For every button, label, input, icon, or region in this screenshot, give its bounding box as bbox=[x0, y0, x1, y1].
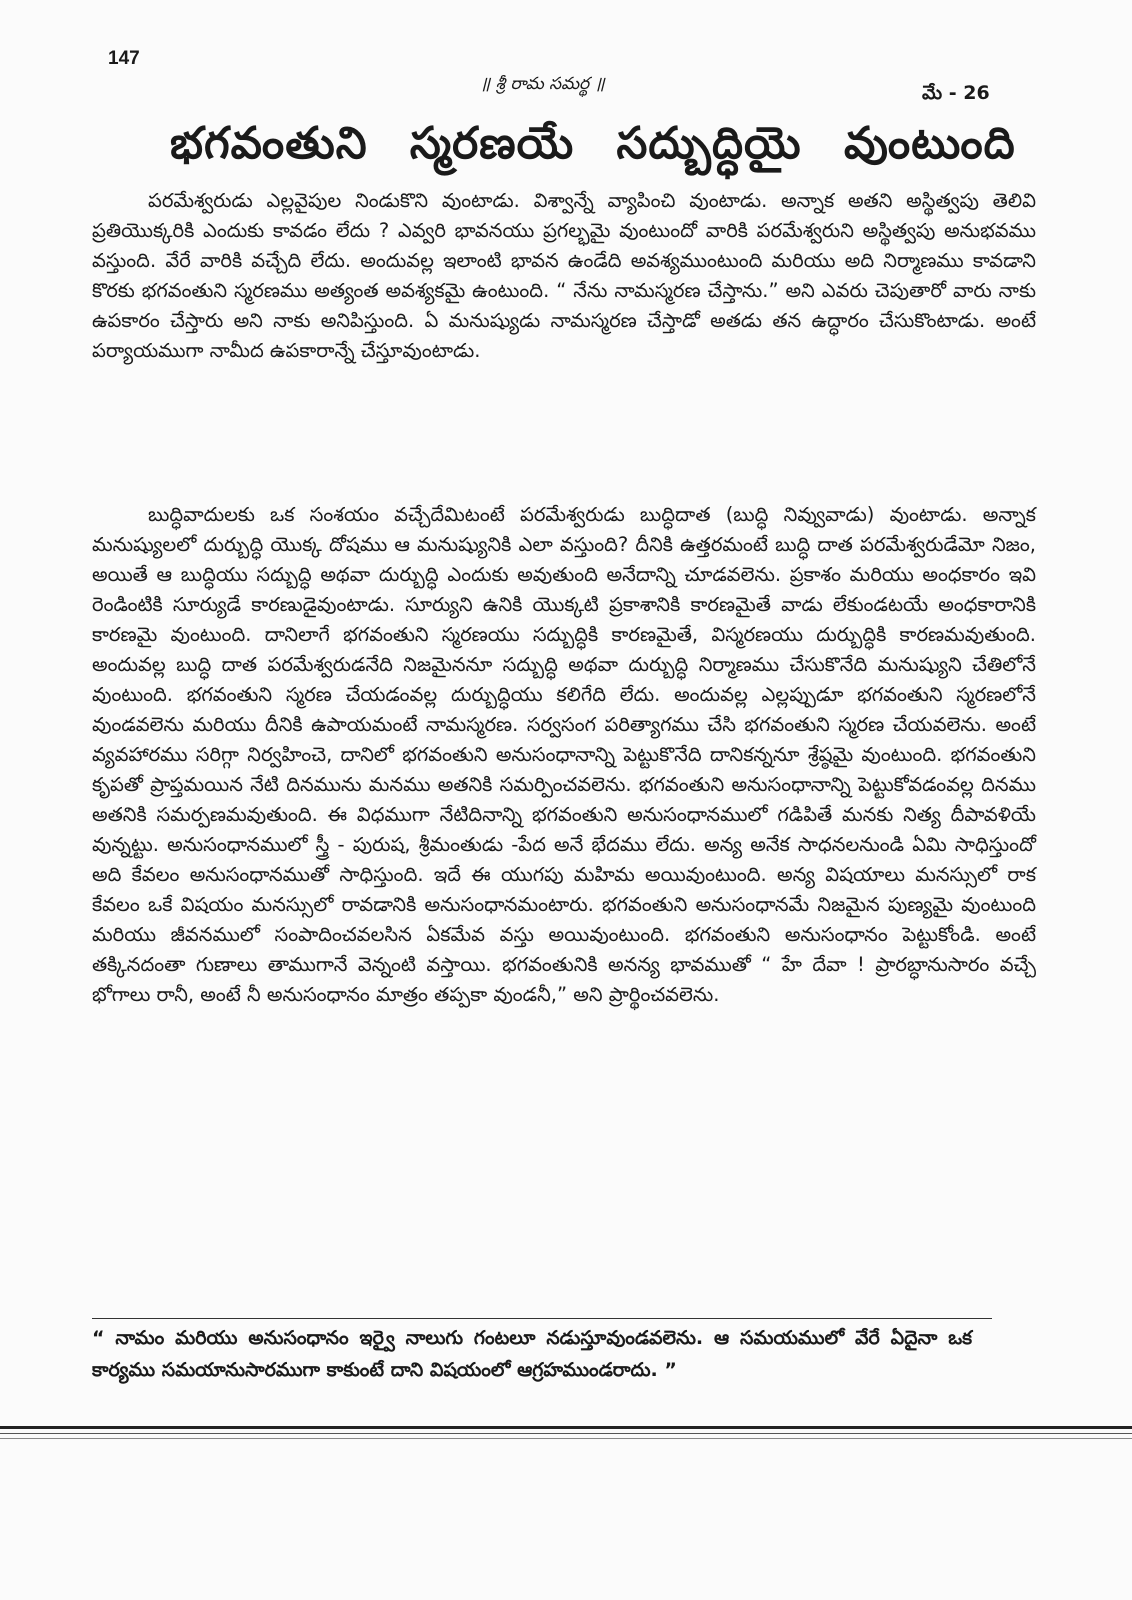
invocation-header: ॥ శ్రీ రామ సమర్థ ॥ bbox=[480, 74, 605, 94]
page-date: మే - 26 bbox=[922, 82, 990, 104]
paragraph-1 bbox=[92, 186, 1036, 366]
closing-quote: “ నామం మరియు అనుసంధానం ఇర్వై నాలుగు గంటలూ నడుస్తూవుండవలెను. ఆ సమయములో వేరే ఏదైనా ఒక కార్యము సమయానుసారముగా కాకుంటే దాని విషయంలో ఆగ్రహముండరాదు. ” bbox=[92, 1327, 972, 1381]
paragraph-2-text: బుద్ధివాదులకు ఒక సంశయం వచ్చేదేమిటంటే పరమేశ్వరుడు బుద్ధిదాత (బుద్ధి నివ్వువాడు) వుంటాడు. అన్నాక మనుష్యులలో దుర్బుద్ధి యొక్క దోషము ఆ మనుష్యునికి ఎలా వస్తుంది? దీనికి ఉత్తరమంటే బుద్ధి దాత పరమేశ్వరుడేమో నిజం, అయితే ఆ బుద్ధియు సద్బుద్ధి అథవా దుర్బుద్ధి ఎందుకు అవుతుంది అనేదాన్ని చూడవలెను. ప్రకాశం మరియు అంధకారం ఇవి రెండింటికి సూర్యుడే కారణుడైవుంటాడు. సూర్యుని ఉనికి యొక్కటి ప్రకాశానికి కారణమైతే వాడు లేకుండటయే అంధకారానికి కారణమై వుంటుంది. దానిలాగే భగవంతుని స్మరణయు సద్బుద్ధికి కారణమైతే, విస్మరణయు దుర్బుద్ధికి కారణమవుతుంది. అందువల్ల బుద్ధి దాత పరమేశ్వరుడనేది నిజమైననూ సద్బుద్ధి అథవా దుర్బుద్ధి నిర్మాణము చేసుకొనేది మనుష్యుని చేతిలోనే వుంటుంది. భగవంతుని స్మరణ చేయడంవల్ల దుర్బుద్ధియు కలిగేది లేదు. అందువల్ల ఎల్లప్పుడూ భగవంతుని స్మరణలోనే వుండవలెను మరియు దీనికి ఉపాయమంటే నామస్మరణ. సర్వసంగ పరిత్యాగము చేసి భగవంతుని స్మరణ చేయవలెను. అంటే వ్యవహారము సరిగ్గా నిర్వహించె, దానిలో భగవంతుని అనుసంధానాన్ని పెట్టుకొనేది దానికన్ననూ శ్రేష్ఠమై వుంటుంది. భగవంతుని కృపతో ప్రాప్తమయిన నేటి దినమును మనము అతనికి సమర్పించవలెను. భగవంతుని అనుసంధానాన్ని పెట్టుకోవడంవల్ల దినము అతనికి సమర్పణమవుతుంది. ఈ విధముగా నేటిదినాన్ని భగవంతుని అనుసంధానములో గడిపితే మనకు నిత్య దీపావళియే వున్నట్టు. అనుసంధానములో స్త్రీ - పురుష, శ్రీమంతుడు -పేద అనే భేదము లేదు. అన్య అనేక సాధనలనుండి ఏమి సాధిస్తుందో అది కేవలం అనుసంధానముతో సాధిస్తుంది. ఇదే ఈ యుగపు మహిమ అయివుంటుంది. అన్య విషయాలు మనస్సులో రాక కేవలం ఒకే విషయం మనస్సులో రావడానికి అనుసంధానమంటారు. భగవంతుని అనుసంధానమే నిజమైన పుణ్యమై వుంటుంది మరియు జీవనములో సంపాదించవలసిన ఏకమేవ వస్తు అయివుంటుంది. భగవంతుని అనుసంధానం పెట్టుకోండి. అంటే తక్కినదంతా గుణాలు తాముగానే వెన్నంటి వస్తాయి. భగవంతునికి అనన్య భావముతో “ హే దేవా ! ప్రారబ్ధానుసారం వచ్చే భోగాలు రానీ, అంటే నీ అనుసంధానం మాత్రం తప్పకా వుండనీ,” అని ప్రార్థించవలెను. bbox=[92, 503, 1036, 1006]
page-number: 147 bbox=[108, 48, 140, 69]
bottom-rule bbox=[0, 1438, 1132, 1439]
bottom-rule bbox=[0, 1433, 1132, 1434]
page-title: భగవంతుని స్మరణయే సద్బుద్ధియై వుంటుంది bbox=[170, 118, 1016, 169]
bottom-rule bbox=[0, 1426, 1132, 1429]
paragraph-1-text: పరమేశ్వరుడు ఎల్లవైపుల నిండుకొని వుంటాడు. విశ్వాన్నే వ్యాపించి వుంటాడు. అన్నాక అతని అస్థిత్వపు తెలివి ప్రతియొక్కరికి ఎందుకు కావడం లేదు ? ఎవ్వరి భావనయు ప్రగల్భమై వుంటుందో వారికి పరమేశ్వరుని అస్థిత్వపు అనుభవము వస్తుంది. వేరే వారికి వచ్చేది లేదు. అందువల్ల ఇలాంటి భావన ఉండేది అవశ్యముంటుంది మరియు అది నిర్మాణము కావడాని కొరకు భగవంతుని స్మరణము అత్యంత అవశ్యకమై ఉంటుంది. “ నేను నామస్మరణ చేస్తాను.” అని ఎవరు చెపుతారో వారు నాకు ఉపకారం చేస్తారు అని నాకు అనిపిస్తుంది. ఏ మనుష్యుడు నామస్మరణ చేస్తాడో అతడు తన ఉద్ధారం చేసుకొంటాడు. అంటే పర్యాయముగా నామీద ఉపకారాన్నే చేస్తూవుంటాడు. bbox=[92, 189, 1036, 362]
quote-separator bbox=[92, 1318, 992, 1319]
paragraph-2 bbox=[92, 500, 1036, 1010]
